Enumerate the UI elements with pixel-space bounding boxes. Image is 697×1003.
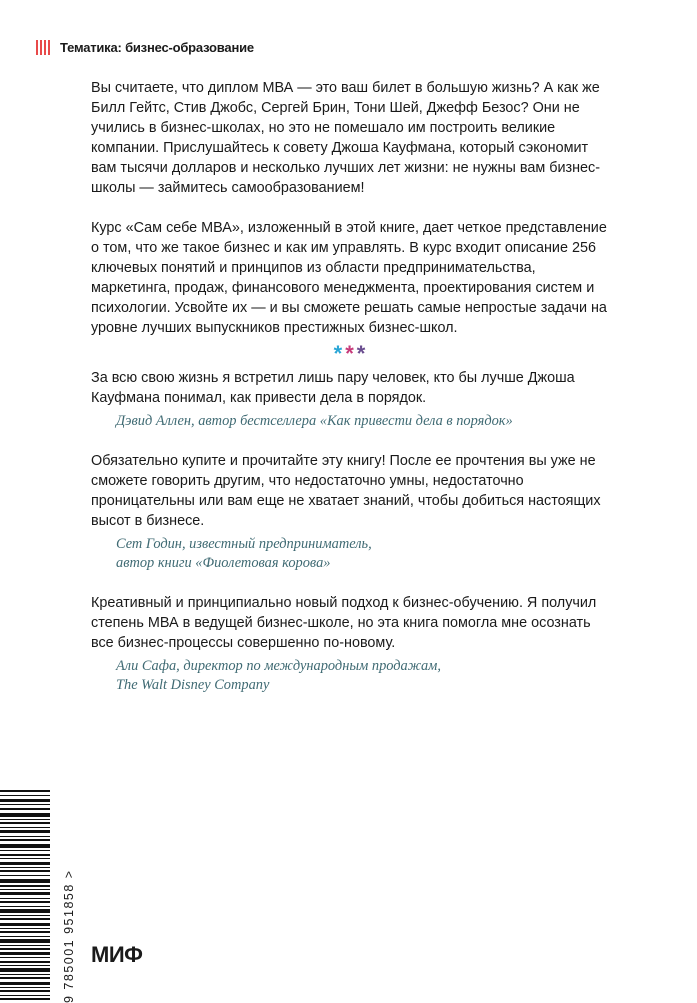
testimonial-attribution (116, 535, 611, 573)
header (36, 40, 254, 55)
attribution-line: Дэвид Аллен, автор бестселлера «Как привести дела в порядок» (116, 413, 513, 429)
attribution-line: Сет Годин, известный предприниматель, (116, 536, 372, 552)
barcode-digits: 9 785001 951858 > (62, 869, 76, 1003)
testimonial-text: Обязательно купите и прочитайте эту книгу! После ее прочтения вы уже не сможете говорить другим, что недостаточно умны, недостаточно проницательны или вам еще не хватает знаний, чтобы добиться настоящих высот в бизнесе. (91, 453, 601, 529)
attribution-line: автор книги «Фиолетовая корова» (116, 555, 331, 571)
star-icon: * (333, 341, 346, 366)
star-icon: * (356, 341, 369, 366)
barcode-icon (0, 790, 50, 1000)
header-title: Тематика: бизнес-образование (60, 40, 254, 55)
attribution-line: The Walt Disney Company (116, 677, 270, 693)
attribution-line: Али Сафа, директор по международным продажам, (116, 658, 441, 674)
star-icon: * (345, 341, 357, 366)
intro-paragraph: Вы считаете, что диплом МВА — это ваш билет в большую жизнь? А как же Билл Гейтс, Стив Джобс, Сергей Брин, Тони Шей, Джефф Безос? Они не учились в бизнес-школах, но это не помешало им построить великие компании. Прислушайтесь к совету Джоша Кауфмана, который сэкономит вам тысячи долларов и несколько лучших лет жизни: не нужны вам бизнес-школы — займитесь самообразованием! (91, 80, 601, 196)
lines-icon (36, 40, 52, 55)
testimonial-text: За всю свою жизнь я встретил лишь пару человек, кто бы лучше Джоша Кауфмана понимал, как привести дела в порядок. (91, 370, 575, 406)
publisher-logo: МИФ (91, 942, 143, 967)
testimonial-attribution (116, 412, 611, 431)
main-content (91, 78, 611, 695)
separator-stars (91, 341, 611, 368)
testimonial-attribution (116, 657, 611, 695)
testimonial-text: Креативный и принципиально новый подход к бизнес-обучению. Я получил степень МВА в ведущей бизнес-школе, но эта книга помогла мне осознать все бизнес-процессы совершенно по-новому. (91, 595, 597, 651)
intro-paragraph: Курс «Сам себе МВА», изложенный в этой книге, дает четкое представление о том, что же такое бизнес и как им управлять. В курс входит описание 256 ключевых понятий и принципов из области предпринимательства, маркетинга, продаж, финансового менеджмента, проектирования систем и психологии. Усвойте их — и вы сможете решать самые непростые задачи на уровне лучших выпускников престижных бизнес-школ. (91, 220, 607, 336)
